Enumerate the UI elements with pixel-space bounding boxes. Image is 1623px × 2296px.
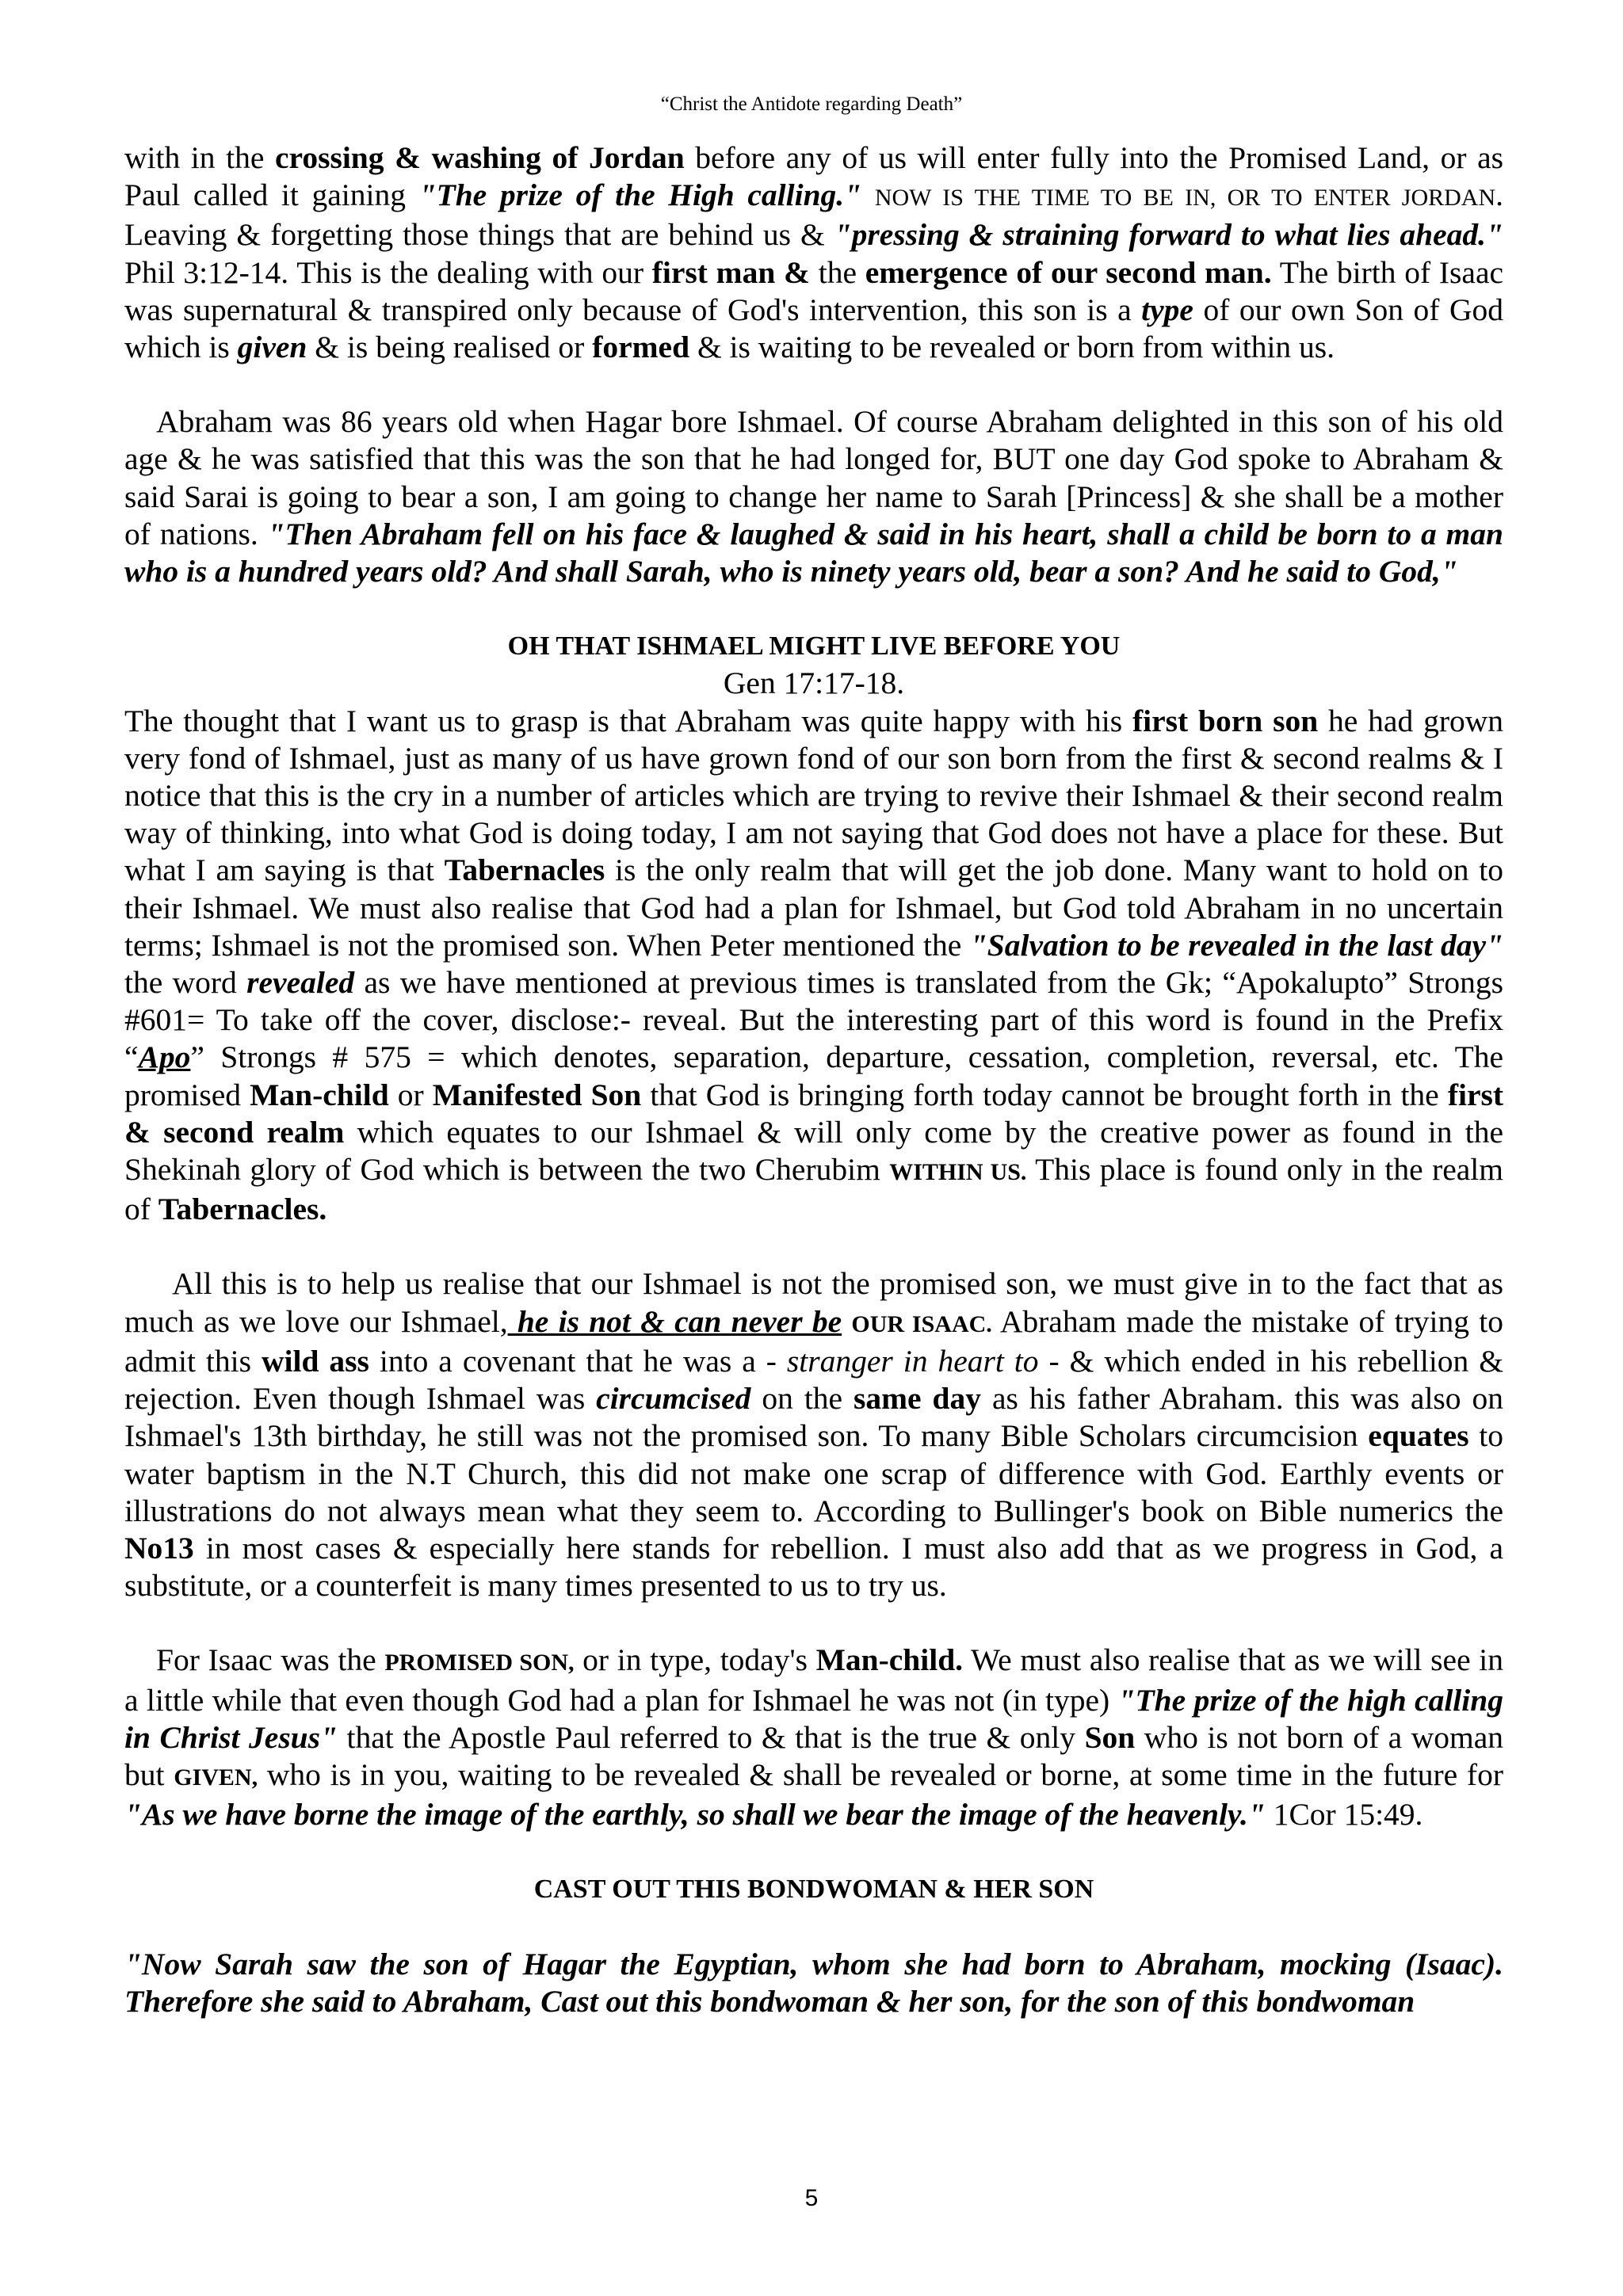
text: 1Cor 15:49.: [1265, 1797, 1423, 1833]
text: who is not born of a woman but: [124, 1719, 1504, 1792]
text: & is being realised or: [307, 330, 593, 365]
emphasis-text: circumcised: [596, 1381, 751, 1417]
small-caps-text: OUR ISAAC.: [851, 1310, 992, 1337]
bold-text: No13: [124, 1530, 194, 1566]
text: or: [388, 1077, 433, 1112]
paragraph-ishmael: [124, 703, 1503, 1229]
bold-text: Manifested Son: [432, 1077, 642, 1112]
emphasis-text: revealed: [246, 965, 355, 1001]
bold-text: wild ass: [261, 1343, 369, 1379]
text: The birth of Isaac was supernatural & transpired only because of God's intervention, this son is a: [124, 254, 1504, 327]
text: of our own Son of God which is: [124, 292, 1503, 365]
bold-text: first & second realm: [124, 1077, 1503, 1150]
text: that the Apostle Paul referred to & that is the true & only: [337, 1719, 1085, 1755]
small-caps-text: GIVEN,: [174, 1764, 258, 1791]
text: the: [809, 254, 865, 290]
page-number: 5: [804, 2185, 819, 2211]
bold-text: first born son: [1132, 703, 1319, 738]
text: For Isaac was the: [156, 1642, 385, 1678]
text: Abraham was 86 years old when Hagar bore Ishmael. Of course Abraham delighted in this son of his old age & he was satisfied that this was the son that he had longed for, BUT one day God spoke to Abraham & said Sarai is going to bear a son, I am going to change her name to Sarah [Princess] & she shall be a mother of nations.: [124, 404, 1503, 551]
text: & is waiting to be revealed or born from within us.: [689, 330, 1335, 365]
small-caps-text: PROMISED SON,: [384, 1650, 575, 1676]
running-header: “Christ the Antidote regarding Death”: [660, 93, 963, 115]
quote-text: "Salvation to be revealed in the last day": [969, 927, 1503, 963]
emphasis-text: Apo: [138, 1039, 191, 1075]
scripture-reference: Gen 17:17-18.: [723, 666, 905, 701]
quote-text: "Then Abraham fell on his face & laughed & said in his heart, shall a child be born to a man who is a hundred years old? And shall Sarah, who is ninety years old, bear a son? And he said to God,": [124, 516, 1503, 589]
emphasis-text: type: [1141, 292, 1193, 327]
quote-text: "The prize of the high calling in Christ Jesus": [124, 1682, 1503, 1755]
text: ” Strongs # 575 = which denotes, separation, departure, cessation, completion, reversal, etc. The promised: [124, 1039, 1503, 1112]
text: Abraham made the mistake of trying to admit this: [124, 1303, 1503, 1379]
text: to water baptism in the N.T Church, this did not make one scrap of difference with God. Earthly events or illustrations do not always mean what they seem to. According to Bullinger's book on Bible numerics the: [124, 1418, 1503, 1528]
bold-text: Man-child: [250, 1077, 389, 1112]
text: & which ended in his rebellion & rejection. Even though Ishmael was: [124, 1343, 1504, 1417]
page-body: [124, 139, 1503, 2020]
text: All this is to help us realise that our Ishmael is not the promised son, we must give in to the fact that as much as we love our Ishmael,: [124, 1266, 1503, 1339]
paragraph-promised-son: [124, 1642, 1503, 1833]
bold-text: same day: [854, 1381, 982, 1417]
quote-text: "The prize of the High calling.": [418, 177, 862, 213]
bold-text: equates: [1368, 1418, 1469, 1454]
emphasis-text: he is not & can never be: [507, 1303, 842, 1339]
paragraph-not-isaac: [124, 1265, 1503, 1604]
text: We must also realise that as we will see in a little while that even though God had a plan for Ishmael he was not (in type): [124, 1642, 1503, 1718]
section-heading: CAST OUT THIS BONDWOMAN & HER SON: [533, 1875, 1094, 1905]
text: The thought that I want us to grasp is that Abraham was quite happy with his: [124, 703, 1132, 738]
text: on the: [750, 1381, 854, 1417]
text: [842, 1304, 851, 1339]
italic-text: stranger in heart to -: [786, 1343, 1060, 1379]
quote-text: "pressing & straining forward to what lies ahead.": [834, 217, 1503, 253]
text: as his father Abraham. this was also on Ishmael's 13th birthday, he still was not the promised son. To many Bible Scholars circumcision: [124, 1381, 1503, 1454]
small-caps-text: NOW IS THE TIME TO BE IN, OR TO ENTER JORDAN: [874, 185, 1496, 212]
text: before any of us will enter fully into the Promised Land, or as Paul called it gaining: [124, 140, 1503, 213]
bold-text: formed: [592, 330, 690, 365]
section-heading: OH THAT ISHMAEL MIGHT LIVE BEFORE YOU: [507, 631, 1121, 662]
text: is the only realm that will get the job done. Many want to hold on to their Ishmael. We must also realise that God had a plan for Ishmael, but God told Abraham in no uncertain terms; Ishmael is not the promised son. When Peter mentioned the: [124, 852, 1503, 963]
text: This place is found only in the realm of: [124, 1152, 1503, 1227]
paragraph-abraham: [124, 403, 1503, 590]
text: that God is bringing forth today cannot be brought forth in the: [641, 1077, 1448, 1112]
bold-text: Tabernacles.: [158, 1192, 327, 1227]
bold-text: Son: [1084, 1719, 1136, 1755]
text: . Leaving & forgetting those things that are behind us &: [124, 177, 1503, 253]
text: with in the: [124, 140, 275, 175]
text: Phil 3:12-14. This is the dealing with our: [124, 254, 652, 290]
text: who is in you, waiting to be revealed & shall be revealed or borne, at some time in the future for: [258, 1756, 1503, 1792]
text: as we have mentioned at previous times is translated from the Gk; “Apokalupto” Strongs #601= To take off the cover, disclose:- reveal. But the interesting part of this word is found in the Prefix “: [124, 965, 1503, 1075]
bold-text: Tabernacles: [444, 852, 605, 888]
small-caps-text: WITHIN US.: [889, 1159, 1027, 1186]
bold-text: crossing & washing of Jordan: [274, 140, 685, 175]
paragraph-jordan: [124, 139, 1503, 366]
bold-text: first man &: [651, 254, 810, 290]
quote-text: "Now Sarah saw the son of Hagar the Egyptian, whom she had born to Abraham, mocking (Isaac). Therefore she said to Abraham, Cast out this bondwoman & her son, for the son of this bondwoman: [124, 1946, 1503, 2019]
text: he had grown very fond of Ishmael, just as many of us have grown fond of our son born from the first & second realms & I notice that this is the cry in a number of articles which are trying to revive their Ishmael & their second realm way of thinking, into what God is doing today, I am not saying that God does not have a place for these. But what I am saying is that: [124, 703, 1503, 888]
bold-text: Man-child.: [815, 1642, 964, 1678]
quote-text: "As we have borne the image of the earthly, so shall we bear the image of the heavenly.": [124, 1797, 1266, 1833]
text: the word: [124, 965, 247, 1001]
text: [861, 177, 875, 212]
text: which equates to our Ishmael & will only come by the creative power as found in the Shekinah glory of God which is between the two Cherubim: [124, 1114, 1503, 1188]
text: in most cases & especially here stands for rebellion. I must also add that as we progress in God, a substitute, or a counterfeit is many times presented to us to try us.: [124, 1530, 1503, 1604]
paragraph-bondwoman-quote: [124, 1946, 1503, 2020]
text: into a covenant that he was a -: [369, 1343, 787, 1379]
bold-text: emergence of our second man.: [865, 254, 1272, 290]
text: or in type, today's: [574, 1642, 816, 1678]
emphasis-text: given: [237, 330, 307, 365]
